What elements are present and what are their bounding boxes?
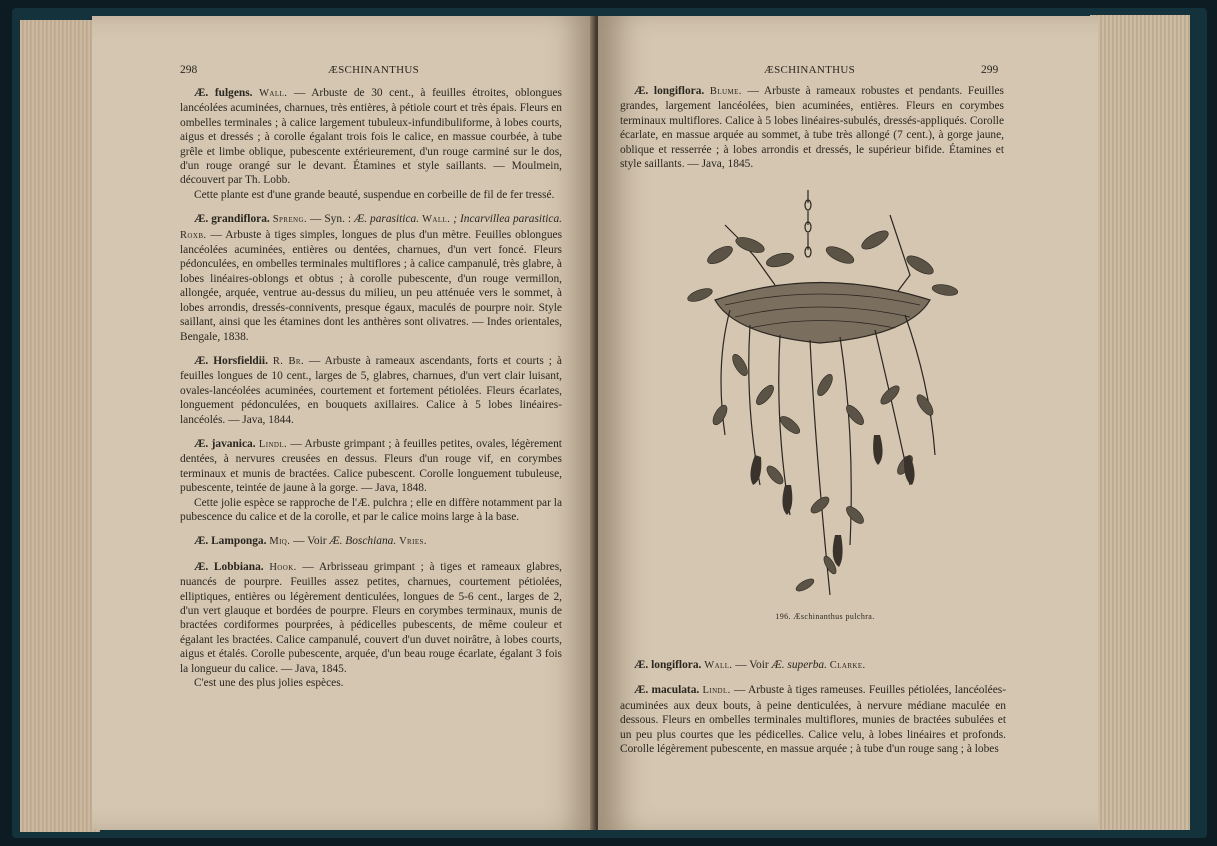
entry-name: Æ. grandiflora.: [194, 213, 270, 226]
running-head-left: ÆSCHINANTHUS: [328, 64, 419, 76]
entry-text: — Arbuste de 30 cent., à feuilles étroites, oblongues lancéolées acuminées, charnues, très entières, à pétiole court et très épais. Fleurs en ombelles terminales ; à calice largement tubuleux-infundibuliforme, à lobes courts, aigus et dressés ; à corolle égalant trois fois le calice, en massue courbée, à tube grêle et limbe oblique, pubescente extérieurement, d'un rouge carminé sur le dos, d'un rouge orangé sur le devant. Étamines et style saillants. — Moulmein, découvert par Th. Lobb.: [180, 87, 562, 187]
right-page-bottom-text: [620, 658, 1006, 756]
chain-center: [805, 190, 811, 257]
synonym-2: ; Incarvillea parasitica.: [450, 213, 563, 226]
page-edges-right: [1090, 15, 1190, 830]
chain-right: [890, 215, 910, 295]
synonym-prefix: — Syn. :: [306, 213, 355, 226]
synonym-author: Wall.: [422, 214, 451, 226]
entry-longiflora-wall: [620, 658, 1006, 673]
entry-text: — Arbuste à tiges simples, longues de plus d'un mètre. Feuilles oblongues lancéolées acuminées, entières ou dentées, charnues, d'un vert foncé. Fleurs pédonculées, en ombelles terminales multiflores ; à calice campanulé, très glabre, à lobes linéaires-oblongs et obtus ; à corolle pubescente, d'un rouge vermillon, allongée, arquée, ventrue au-dessus du milieu, un peu atténuée vers le sommet, à lobes arrondis, dressés-connivents, presque égaux, maculés de pourpre noir. Style saillant, ainsi que les étamines dont les anthères sont olivatres. — Indes orientales, Bengale, 1838.: [180, 228, 562, 343]
entry-name: Æ. maculata.: [634, 684, 700, 697]
entry-author: Blume.: [709, 86, 742, 97]
entry-text: — Arbuste à rameaux ascendants, forts et courts ; à feuilles longues de 10 cent., larges de 5, glabres, charnues, d'un vert clair luisant, ovales-lancéolées acuminées, courtement et fortement pétiolées. Fleurs écarlates, longuement pédonculées, en bouquets axillaires. Calice à 5 lobes linéaires-lancéolés. — Java, 1844.: [180, 354, 562, 426]
entry-author: Spreng.: [272, 214, 307, 226]
page-number-left: 298: [180, 64, 198, 76]
see-author: Clarke.: [829, 660, 866, 671]
figure-caption: 196. Æschinanthus pulchra.: [775, 612, 875, 621]
entry-author: Wall.: [704, 660, 733, 671]
entry-name: Æ. longiflora.: [634, 659, 702, 671]
flowers: [750, 435, 914, 567]
hanging-basket-illustration: [680, 185, 970, 610]
entry-text: — Arbuste grimpant ; à feuilles petites, ovales, légèrement dentées, à nervures creusées en dessus. Fleurs d'un rouge vif, en corymbes terminaux et munis de bractées. Calice pubescent. Corolle longuement tubuleuse, pubescente, teintée de jaune à la gorge. — Java, 1848.: [180, 437, 562, 495]
entry-author: Lindl.: [258, 438, 288, 450]
entry-author: R. Br.: [272, 355, 304, 367]
synonym: Æ. parasitica.: [354, 213, 420, 226]
see-reference: Æ. superba.: [771, 659, 827, 671]
entry-grandiflora: [180, 212, 562, 344]
right-page-top-text: [620, 84, 1004, 171]
basket: [715, 283, 930, 344]
entry-name: Æ. Lobbiana.: [194, 560, 264, 573]
entry-text: — Arbrisseau grimpant ; à tiges et rameaux glabres, nuancés de pourpre. Feuilles assez petites, charnues, courtement pétiolées, elliptiques, entières ou légèrement denticulées, longues de 5-6 cent., larges de 2, d'un vert glauque et bordées de pourpre. Fleurs en corymbes terminaux, munis de bractées cordiformes pourprées, à pédicelles pubescents, de même couleur et égalant les bractées. Calice campanulé, couvert d'un duvet noirâtre, à lobes courts, aigus et étalés. Corolle pubescente, arquée, d'un beau rouge écarlate, égalant 3 fois la longueur du calice. — Java, 1845.: [180, 560, 562, 675]
see-prefix: — Voir: [732, 659, 772, 671]
running-head-right: ÆSCHINANTHUS: [764, 64, 855, 76]
see-reference: Æ. Boschiana.: [329, 535, 397, 548]
entry-horsfieldii: [180, 354, 562, 427]
left-page: [92, 16, 596, 830]
page-edges-left: [20, 20, 100, 832]
entry-note: Cette plante est d'une grande beauté, suspendue en corbeille de fil de fer tressé.: [194, 188, 555, 201]
see-prefix: — Voir: [290, 535, 330, 548]
chain-left: [725, 225, 775, 285]
entry-fulgens: [180, 86, 562, 188]
entry-longiflora-blume: [620, 84, 1004, 171]
entry-name: Æ. Lamponga.: [194, 535, 267, 548]
entry-author: Miq.: [269, 536, 291, 548]
left-page-body: [180, 86, 562, 690]
entry-name: Æ. Horsfieldii.: [194, 354, 268, 367]
entry-name: Æ. fulgens.: [194, 87, 253, 99]
entry-lamponga: [180, 534, 562, 549]
entry-text: — Arbuste à rameaux robustes et pendants. Feuilles grandes, largement lancéolées, bien acuminées, entières. Fleurs en corymbes terminaux multiflores. Calice à 5 lobes linéaires-subulés, dressés-appliqués. Corolle écarlate, en massue arquée au sommet, à tube très allongé (7 cent.), à gorge jaune, oblique et resserrée ; à lobes arrondis et dressés, le supérieur bifide. Étamines et style saillants. — Java, 1845.: [620, 85, 1004, 171]
see-author: Vries.: [399, 536, 427, 548]
entry-lobbiana: [180, 560, 562, 676]
entry-author: Lindl.: [702, 685, 731, 697]
entry-note: C'est une des plus jolies espèces.: [194, 677, 344, 690]
entry-text: — Arbuste à tiges rameuses. Feuilles pétiolées, lancéolées-acuminées aux deux bouts, à peine denticulées, à nervure médiane maculée en dessous. Fleurs en ombelles terminales multiflores, munies de bractées subulées et un peu plus courtes que les pédicelles. Calice velu, à lobes linéaires et profonds. Corolle légèrement pubescente, en massue arquée ; à tube d'un rouge sang ; à lobes: [620, 684, 1007, 756]
entry-name: Æ. javanica.: [194, 437, 256, 450]
entry-name: Æ. longiflora.: [634, 85, 705, 97]
entry-author: Wall.: [259, 88, 288, 99]
entry-maculata: [620, 683, 1006, 756]
page-number-right: 299: [981, 64, 999, 76]
synonym-2-author: Roxb.: [180, 229, 207, 241]
entry-note: Cette jolie espèce se rapproche de l'Æ. pulchra ; elle en diffère notamment par la pubescence du calice et de la corolle, et par le calice moins large à la base.: [180, 496, 562, 523]
entry-author: Hook.: [269, 561, 297, 573]
entry-javanica: [180, 437, 562, 496]
